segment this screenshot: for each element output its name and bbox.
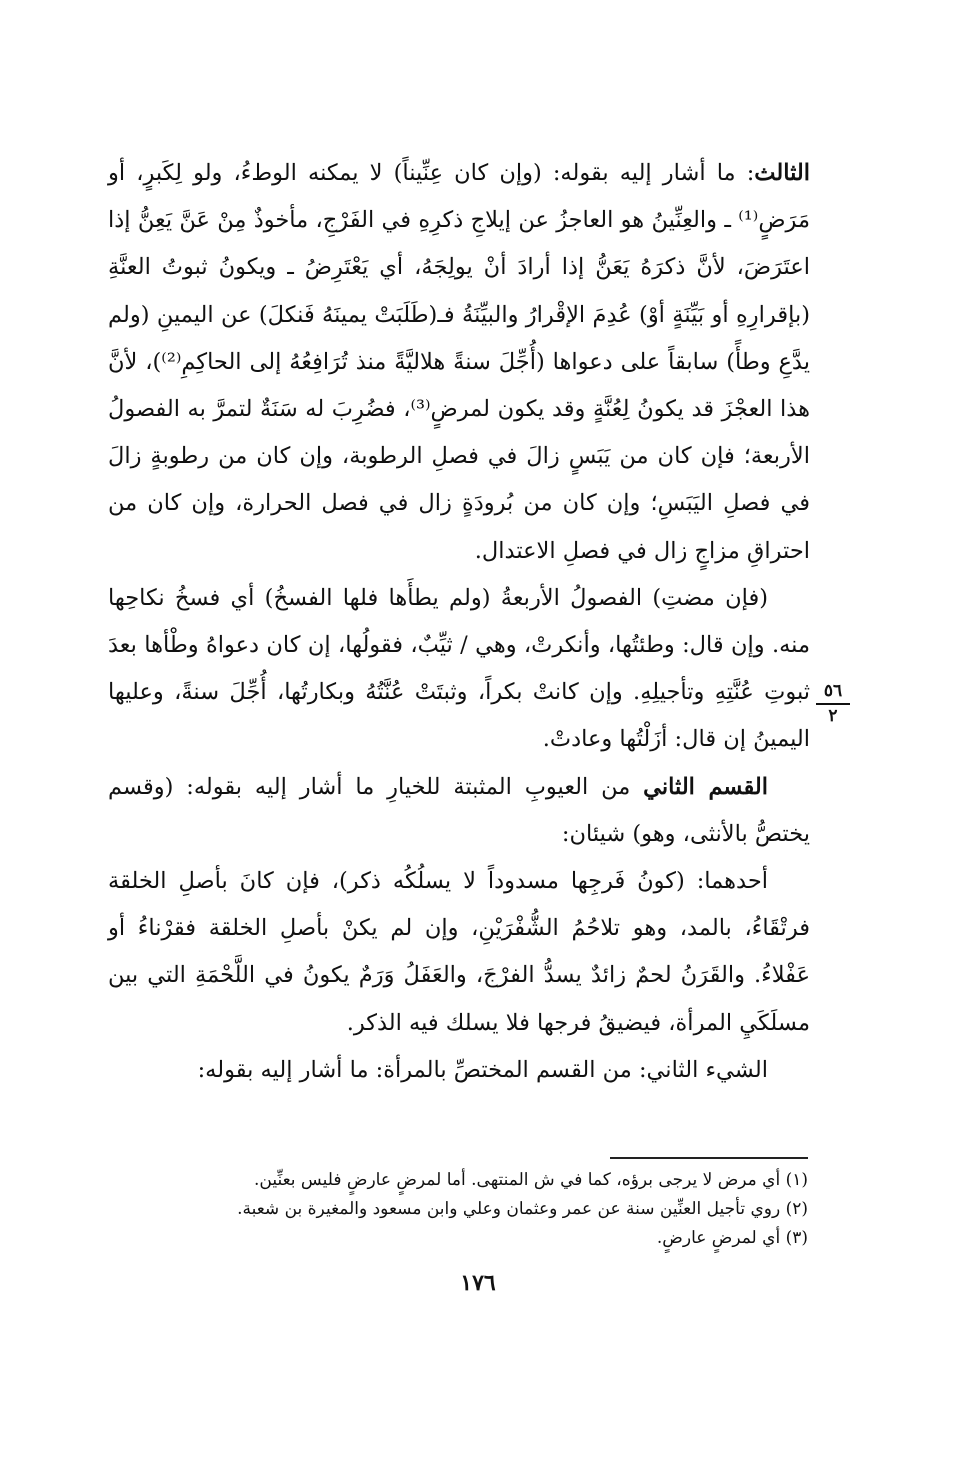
reference-top: ٥٦ xyxy=(816,680,850,705)
paragraph-second-section xyxy=(108,764,810,858)
paragraph-lead: القسم الثاني xyxy=(643,773,768,800)
footnote-3: (٣) أي لمرضٍ عارضٍ. xyxy=(656,1228,808,1248)
paragraph-text: أحدهما: (كونُ فَرجِها مسدوداً لا يسلُكُه ذكر)، فإن كانَ بأصلِ الخلقة فرتْقَاءُ، بالمد، وهو تلاحُمُ الشُّفْرَيْنِ، وإن لم يكنْ بأصلِ الخلقة فقرْناءُ أو عَفْلاءُ. والقَرَنُ لحمٌ زائدٌ يسدُّ الفرْجَ، والعَفَلُ وَرَمٌ يكونُ في اللَّحْمَةِ التي بين مسلَكَيِ المرأة، فيضيقُ فرجها فلا يسلك فيه الذكر. xyxy=(108,868,810,1036)
footnote-divider xyxy=(610,1157,808,1159)
paragraph-text: (فإن مضتِ) الفصولُ الأربعةُ (ولم يطأَها فلها الفسخُ) أي فسخُ نكاحِها منه. وإن قال: وطئتُها، وأنكرتْ، وهي / ثيِّبٌ، فقولُها، إن كان دعواهُ وطْأها بعدَ ثبوتِ عُنَّتِهِ وتأجيلِهِ. وإن كانتْ بكراً، وثبتَتْ عُنَّتُهُ وبكارتُها، أُجِّلَ سنةً، وعليها اليمينُ إن قال: أزَلْتُها وعادتْ. xyxy=(108,584,810,753)
paragraph-lead: الثالث xyxy=(754,160,810,186)
paragraph-annulment xyxy=(108,575,810,764)
footnote-1: (١) أي مرض لا يرجى برؤه، كما في ش المنتهى. أما لمرضٍ عارضٍ فليس بعنِّين. xyxy=(253,1170,808,1190)
paragraph-text: من العيوبِ المثبتة للخيارِ ما أشار إليه بقوله: (وقسم يختصُّ بالأنثى، وهو) شيئان: xyxy=(108,773,810,847)
page-number: ١٧٦ xyxy=(460,1270,496,1296)
reference-bottom: ٢ xyxy=(828,706,838,726)
footnotes xyxy=(140,1166,808,1253)
paragraph-third-defect xyxy=(108,150,810,575)
paragraph-text: : ما أشار إليه بقوله: (وإن كان عِنِّيناً) لا يمكنه الوطءُ، ولو لِكَبرٍ، أو مَرَضٍ⁽¹⁾ ـ والعِنِّينُ هو العاجزُ عن إيلاجِ ذكرِهِ في الفَرْجِ، مأخوذٌ مِنْ عَنَّ يَعِنُّ إذا اعتَرَضَ، لأنَّ ذكرَهُ يَعَنُّ إذا أرادَ أنْ يولِجَهُ، أي يَعْتَرِضُ ـ ويكونُ ثبوتُ العنَّةِ (بإقرارِهِ أو بَيِّنَةٍ أوْ) عُدِمَ الإقْرارُ والبيِّنَةُ فـ(طَلَبَتْ يمينَهُ فَنكلَ) عن اليمينِ (ولم يدَّعِ وطأً) سابقاً على دعواها (أُجِّلَ سنةً هلاليَّةً منذ تُرَافِعُهُ إلى الحاكِمِ⁽²⁾)، لأنَّ هذا العجْزَ قد يكونُ لِعُنَّةٍ وقد يكون لمرضٍ⁽³⁾، فضُرِبَ له سَنَةٌ لتمرَّ به الفصولُ الأربعة؛ فإن كان من يَبَسٍ زالَ في فصلِ الرطوبة، وإن كان من رطوبةٍ زالَ في فصلِ اليَبَسِ؛ وإن كان من بُرودَةٍ زال في فصل الحرارة، وإن كان من احتراقِ مزاجٍ زال في فصلِ الاعتدال. xyxy=(108,160,810,564)
paragraph-second-thing xyxy=(108,1047,810,1094)
main-text xyxy=(108,150,810,1094)
footnote-2: (٢) روي تأجيل العنِّين سنة عن عمر وعثمان وعلي وابن مسعود والمغيرة بن شعبة. xyxy=(237,1199,808,1219)
manuscript-page-reference xyxy=(816,680,850,727)
paragraph-text: الشيء الثاني: من القسم المختصِّ بالمرأة: ما أشار إليه بقوله: xyxy=(197,1056,768,1083)
paragraph-first-thing xyxy=(108,858,810,1047)
